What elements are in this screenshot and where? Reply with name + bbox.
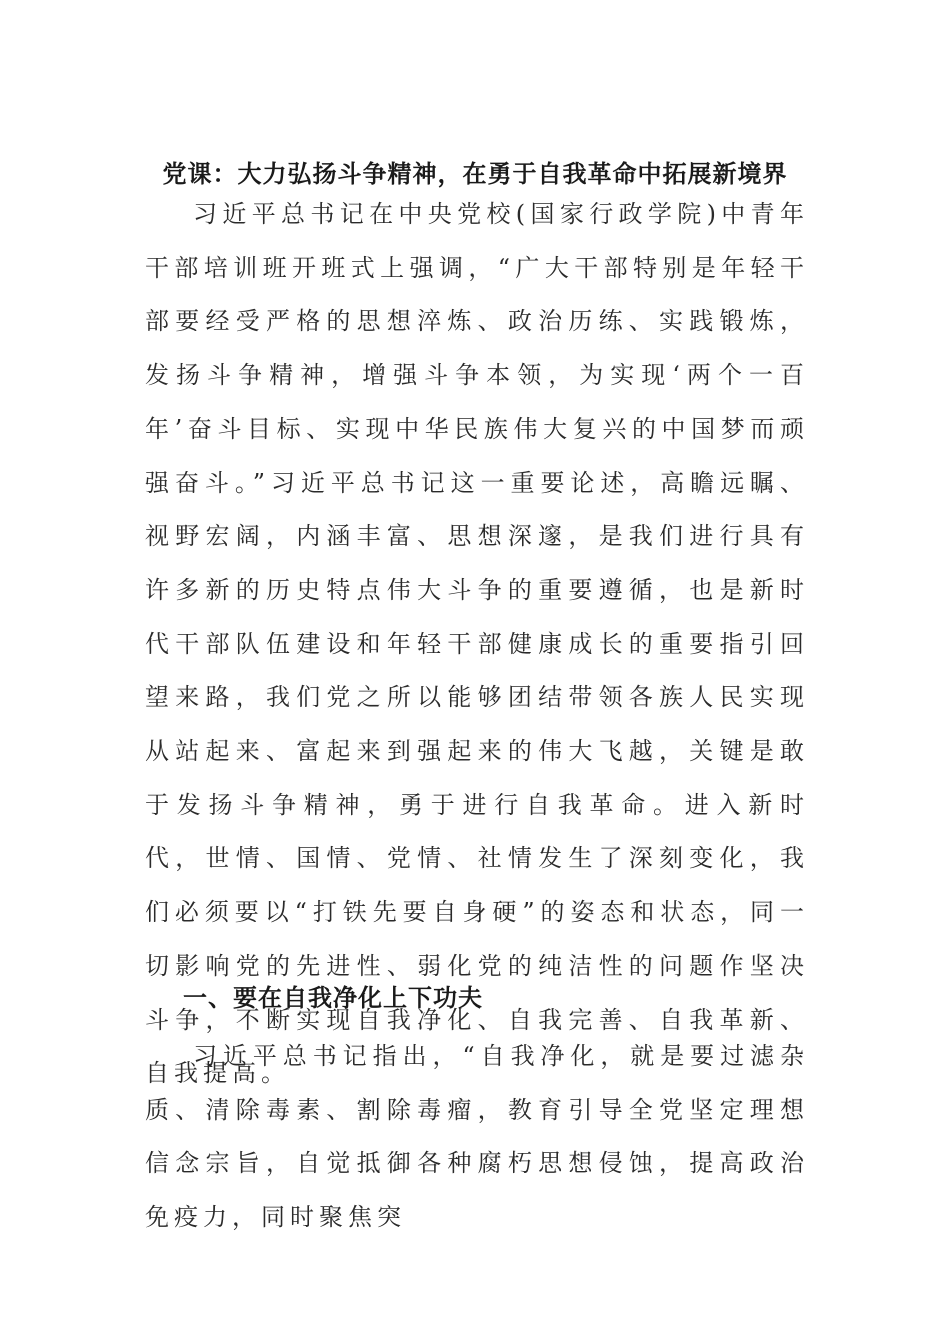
section-heading-1: 一、要在自我净化上下功夫	[183, 983, 483, 1012]
body-paragraph-2: 习近平总书记指出，“自我净化，就是要过滤杂质、清除毒素、割除毒瘤，教育引导全党坚定理想信念宗旨，自觉抵御各种腐朽思想侵蚀，提高政治免疫力，同时聚焦突	[145, 1042, 809, 1232]
document-title: 党课：大力弘扬斗争精神，在勇于自我革命中拓展新境界	[162, 159, 788, 188]
body-paragraph-1: 习近平总书记在中央党校(国家行政学院)中青年干部培训班开班式上强调，“广大干部特别是年轻干部要经受严格的思想淬炼、政治历练、实践锻炼，发扬斗争精神，增强斗争本领，为实现‘两个一百年’奋斗目标、实现中华民族伟大复兴的中国梦而顽强奋斗。”习近平总书记这一重要论述，高瞻远瞩、视野宏阔，内涵丰富、思想深邃，是我们进行具有许多新的历史特点伟大斗争的重要遵循，也是新时代干部队伍建设和年轻干部健康成长的重要指引回望来路，我们党之所以能够团结带领各族人民实现从站起来、富起来到强起来的伟大飞越，关键是敢于发扬斗争精神，勇于进行自我革命。进入新时代，世情、国情、党情、社情发生了深刻变化，我们必须要以“打铁先要自身硬”的姿态和状态，同一切影响党的先进性、弱化党的纯洁性的问题作坚决斗争，不断实现自我净化、自我完善、自我革新、自我提高。	[145, 200, 809, 1088]
